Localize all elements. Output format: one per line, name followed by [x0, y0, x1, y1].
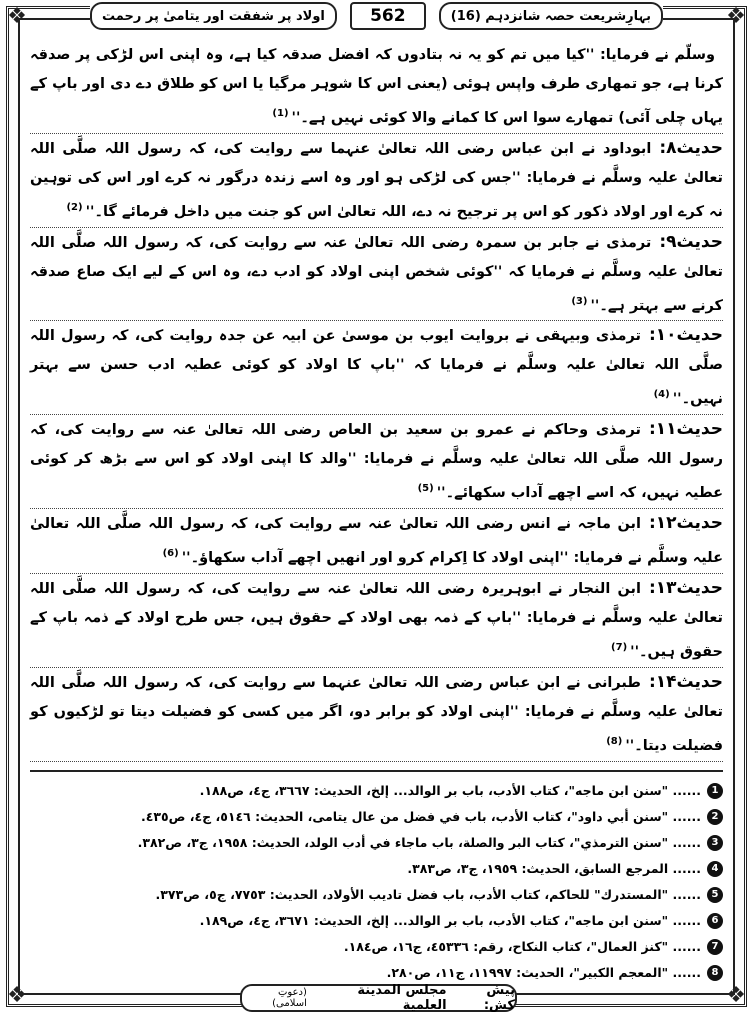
page-header — [90, 0, 663, 32]
footnote — [30, 882, 723, 908]
paragraph — [30, 40, 723, 134]
corner-ornament-icon: ❖ — [7, 983, 27, 1008]
paragraph — [30, 228, 723, 322]
paragraph — [30, 134, 723, 228]
hadith-label: حدیث۱۰: — [648, 325, 723, 346]
footnote — [30, 778, 723, 804]
footnote-ref: (5) — [417, 483, 434, 495]
footnote — [30, 908, 723, 934]
footnote-text: ...... "المعجم الكبير"، الحديث: ١١٩٩٧، ج١١، ص٢٨٠. — [386, 965, 701, 981]
footnote-number: 5 — [707, 887, 723, 903]
corner-ornament-icon: ❖ — [7, 4, 27, 29]
footnote — [30, 856, 723, 882]
footnote — [30, 804, 723, 830]
footnote-number: 1 — [707, 783, 723, 799]
paragraph-text: ابن ماجہ نے انس رضی اللہ تعالیٰ عنہ سے روایت کی، کہ رسول اللہ صلَّی اللہ تعالیٰ علیہ وسلَّم نے فرمایا: ''اپنی اولاد کا اِکرام کرو اور انھیں اچھے آداب سکھاؤ۔'' — [30, 516, 723, 566]
hadith-label: حدیث۸: — [659, 137, 723, 158]
hadith-label: حدیث۱۲: — [648, 513, 723, 534]
footnote-number: 6 — [707, 913, 723, 929]
footnote-ref: (2) — [66, 201, 83, 213]
publisher-org: (دعوتِ اسلامی) — [272, 987, 307, 1009]
footnote-ref: (7) — [611, 641, 628, 653]
footnote-number: 2 — [707, 809, 723, 825]
main-text — [30, 40, 723, 986]
hadith-label: حدیث۹: — [659, 231, 723, 252]
corner-ornament-icon: ❖ — [726, 983, 746, 1008]
paragraph-text: وسلّم نے فرمایا: ''کیا میں تم کو یہ نہ بتادوں کہ افضل صدقہ کیا ہے، وہ اپنی اس لڑکی پر صدقہ کرنا ہے، جو تمھاری طرف واپس ہوئی (یعنی اس کا شوہر مرگیا یا اس کو طلاق دے دی اور باپ کے یہاں چلی آئی) تمھارے سوا اس کا کمانے والا کوئی نہیں ہے۔'' — [30, 47, 723, 126]
footnote-ref: (1) — [272, 108, 289, 119]
footnotes — [30, 778, 723, 986]
hadith-label: حدیث۱۴: — [648, 671, 723, 692]
footnote-text: ...... "سنن الترمذي"، كتاب البر والصلة، باب ماجاء في أدب الولد، الحديث: ١٩٥٨، ج٣، ص٣٨٢. — [137, 835, 701, 851]
footnote-number: 8 — [707, 965, 723, 981]
page-number: 562 — [350, 2, 426, 30]
paragraph-text: طبرانی نے ابن عباس رضی اللہ تعالیٰ عنہما سے روایت کی، کہ رسول اللہ صلَّی اللہ تعالیٰ علیہ وسلَّم نے فرمایا: ''اپنی اولاد کو برابر دو، اگر میں کسی کو فضیلت دیتا تو لڑکیوں کو فضیلت دیتا۔'' — [30, 674, 723, 754]
footnote-text: ...... "المستدرك" للحاكم، كتاب الأدب، باب فضل تاديب الأولاد، الحديث: ٧٧٥٣، ج٥، ص٣٧٣. — [155, 887, 701, 903]
page-footer — [240, 984, 517, 1012]
chapter-title: اولاد پر شفقت اور یتامیٰ پر رحمت — [90, 2, 337, 30]
paragraph-text: ترمذی وبیہقی نے بروایت ایوب بن موسیٰ عن ابیہ عن جدہ روایت کی، کہ رسول اللہ صلَّی اللہ تعالیٰ علیہ وسلَّم نے فرمایا کہ ''باپ کا اولاد کو کوئی عطیہ ادب حسن سے بہتر نہیں۔'' — [30, 328, 723, 408]
paragraph-text: ابن النجار نے ابوہریرہ رضی اللہ تعالیٰ عنہ سے روایت کی، کہ رسول اللہ صلَّی اللہ تعالیٰ علیہ وسلَّم نے فرمایا: ''باپ کے ذمہ بھی اولاد کے حقوق ہیں، جس طرح اولاد کے ذمہ باپ کے حقوق ہیں۔'' — [30, 580, 723, 660]
footnote-ref: (4) — [653, 389, 670, 401]
footnote-text: ...... المرجع السابق، الحديث: ١٩٥٩، ج٣، ص٣٨٣. — [407, 861, 701, 877]
paragraph-text: ترمذی وحاکم نے عمرو بن سعید بن العاص رضی اللہ تعالیٰ عنہ سے روایت کی، کہ رسول اللہ صلَّی اللہ تعالیٰ علیہ وسلَّم نے فرمایا: ''والد کا اپنی اولاد کو اس سے بڑھ کر کوئی عطیہ نہیں، کہ اسے اچھے آداب سکھائے۔'' — [30, 422, 723, 502]
footnote-number: 3 — [707, 835, 723, 851]
paragraph — [30, 321, 723, 415]
footnote-text: ...... "سنن ابن ماجه"، كتاب الأدب، باب بر الوالد... إلخ، الحديث: ٣٦٧١، ج٤، ص١٨٩. — [199, 913, 701, 929]
paragraph — [30, 668, 723, 762]
footnote — [30, 830, 723, 856]
footnote — [30, 960, 723, 986]
footnote-text: ...... "سنن ابن ماجه"، كتاب الأدب، باب بر الوالد... إلخ، الحديث: ٣٦٦٧، ج٤، ص١٨٨. — [199, 783, 701, 799]
book-title: بہارِشریعت حصہ شانزدہم (16) — [439, 2, 663, 30]
publisher-name: مجلس المدينة العلمية — [357, 983, 447, 1013]
footnote-text: ...... "كنز العمال"، كتاب النكاح، رقم: ٤٥٣٣٦، ج١٦، ص١٨٤. — [343, 939, 701, 955]
footnote-ref: (3) — [571, 295, 588, 307]
footnote — [30, 934, 723, 960]
footnote-ref: (8) — [606, 735, 623, 747]
footnote-ref: (6) — [162, 548, 179, 560]
paragraph — [30, 415, 723, 509]
footnote-number: 4 — [707, 861, 723, 877]
footer-prefix: پیش کش: — [483, 983, 515, 1013]
paragraph-text: ترمذی نے جابر بن سمرہ رضی اللہ تعالیٰ عنہ سے روایت کی، کہ رسول اللہ صلَّی اللہ تعالیٰ علیہ وسلَّم نے فرمایا کہ ''کوئی شخص اپنی اولاد کو ادب دے، وہ اس کے لیے ایک صاع صدقہ کرنے سے بہتر ہے۔'' — [30, 234, 723, 314]
hadith-list — [30, 40, 723, 762]
footnote-divider — [30, 770, 723, 772]
corner-ornament-icon: ❖ — [726, 4, 746, 29]
hadith-label: حدیث۱۱: — [648, 419, 723, 440]
footnote-number: 7 — [707, 939, 723, 955]
paragraph — [30, 509, 723, 574]
hadith-label: حدیث۱۳: — [648, 577, 723, 598]
footnote-text: ...... "سنن أبي داود"، كتاب الأدب، باب في فضل من عال يتامى، الحديث: ٥١٤٦، ج٤، ص٤٣٥. — [140, 809, 701, 825]
paragraph — [30, 574, 723, 668]
paragraph-text: ابوداود نے ابن عباس رضی اللہ تعالیٰ عنہما سے روایت کی، کہ رسول اللہ صلَّی اللہ تعالیٰ علیہ وسلَّم نے فرمایا: ''جس کی لڑکی ہو اور وہ اسے زندہ درگور نہ کرے اور اس کی توہین نہ کرے اور اولاد ذکور کو اس پر ترجیح نہ دے، اللہ تعالیٰ اس کو جنت میں داخل فرمائے گا۔'' — [30, 140, 723, 220]
